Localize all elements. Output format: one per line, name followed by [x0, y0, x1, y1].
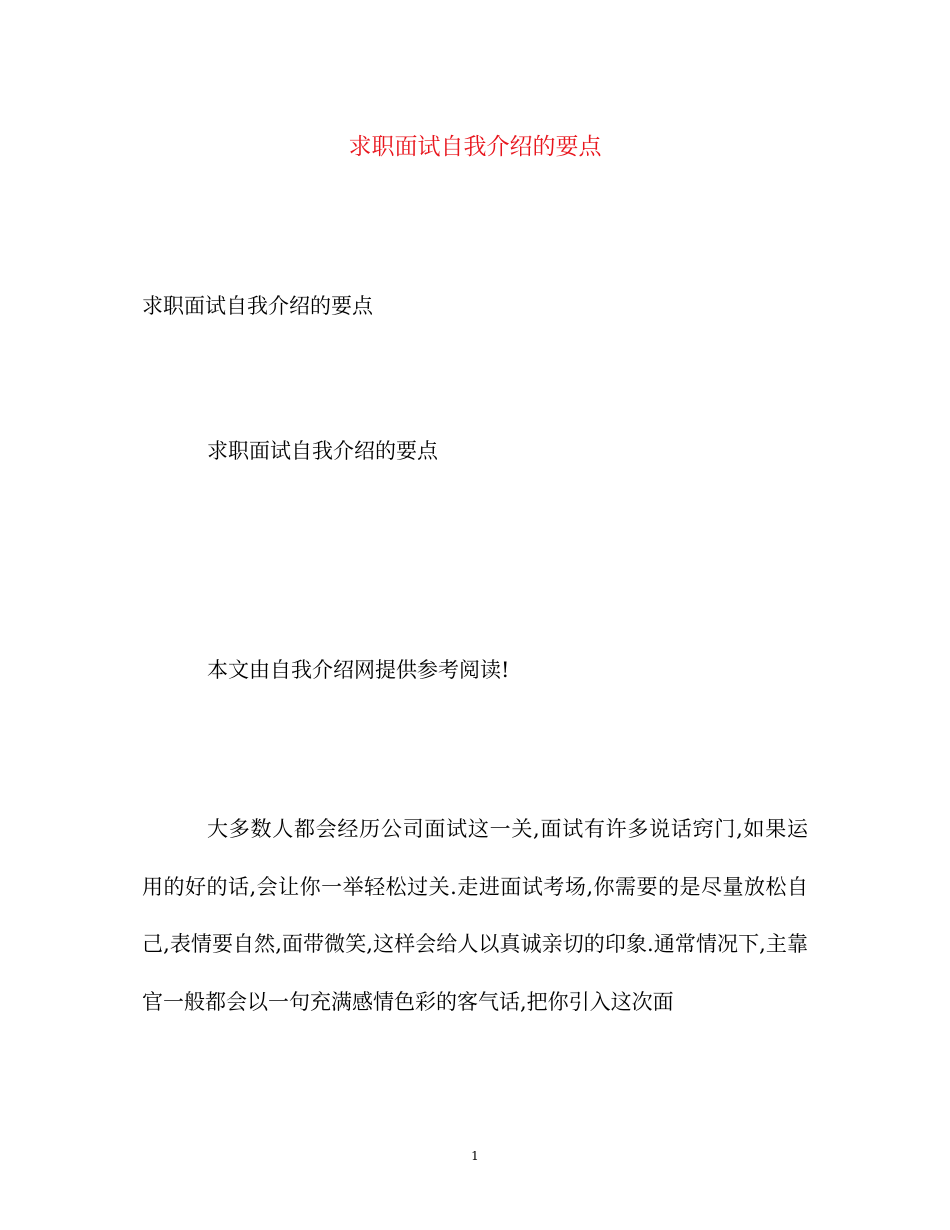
heading-repeat: 求职面试自我介绍的要点	[142, 294, 373, 318]
body-paragraph: 大多数人都会经历公司面试这一关,面试有许多说话窍门,如果运用的好的话,会让你一举轻松过关.走进面试考场,你需要的是尽量放松自己,表情要自然,面带微笑,这样会给人以真诚亲切的印象.通常情况下,主靠官一般都会以一句充满感情色彩的客气话,把你引入这次面	[142, 817, 808, 1014]
source-note: 本文由自我介绍网提供参考阅读!	[207, 658, 510, 682]
document-title: 求职面试自我介绍的要点	[348, 134, 602, 160]
page-number: 1	[471, 1149, 479, 1163]
subheading: 求职面试自我介绍的要点	[207, 439, 438, 463]
